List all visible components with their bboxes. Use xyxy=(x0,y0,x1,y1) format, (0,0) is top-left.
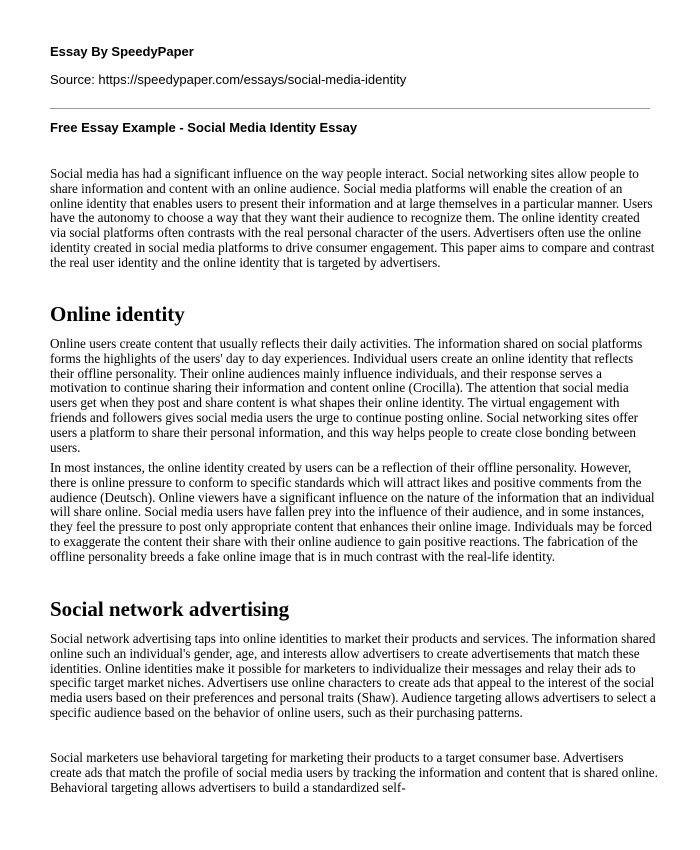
online-identity-paragraph-1: Online users create content that usually reflects their daily activities. The information shared on social platforms forms the highlights of the users' day to day experiences. Individual users create an online identity that reflects their offline personality. Their online audiences mainly influence individuals, and their response serves a motivation to continue sharing their information and content online (Crocilla). The attention that social media users get when they post and share content is what shapes their online identity. The virtual engagement with friends and followers gives social media users the urge to continue posting online. Social networking sites offer users a platform to share their personal information, and this way helps people to create close bonding between users. xyxy=(50,336,643,455)
document-header-title: Essay By SpeedyPaper xyxy=(50,44,194,59)
header-divider xyxy=(50,108,650,109)
source-line: Source: https://speedypaper.com/essays/social-media-identity xyxy=(50,72,407,87)
essay-title: Free Essay Example - Social Media Identity Essay xyxy=(50,120,358,135)
section-heading-online-identity: Online identity xyxy=(50,302,185,326)
intro-paragraph: Social media has had a significant influence on the way people interact. Social networking sites allow people to share information and content with an online audience. Social media platforms will enable the creation of an online identity that enables users to present their information and at large themselves in a particular manner. Users have the autonomy to choose a way that they want their audience to recognize them. The online identity created via social platforms often contrasts with the real personal character of the users. Advertisers often use the online identity created in social media platforms to drive consumer engagement. This paper aims to compare and contrast the real user identity and the online identity that is targeted by advertisers. xyxy=(50,166,655,270)
advertising-paragraph-1: Social network advertising taps into online identities to market their products and services. The information shared online such an individual's gender, age, and interests allow advertisers to create advertisements that match these identities. Online identities make it possible for marketers to individualize their messages and relay their ads to specific target market niches. Advertisers use online characters to create ads that appeal to the interest of the social media users based on their preferences and personal traits (Shaw). Audience targeting allows advertisers to select a specific audience based on the behavior of online users, such as their purchasing patterns. xyxy=(50,631,656,720)
advertising-paragraph-2: Social marketers use behavioral targeting for marketing their products to a target consumer base. Advertisers create ads that match the profile of social media users by tracking the information and content that is shared online. Behavioral targeting allows advertisers to build a standardized self- xyxy=(50,750,658,795)
section-heading-social-network-advertising: Social network advertising xyxy=(50,597,290,621)
online-identity-paragraph-2: In most instances, the online identity created by users can be a reflection of their offline personality. However, there is online pressure to conform to specific standards which will attract likes and positive comments from the audience (Deutsch). Online viewers have a significant influence on the nature of the information that an individual will share online. Social media users have fallen prey into the influence of their audience, and in some instances, they feel the pressure to post only appropriate content that enhances their online image. Individuals may be forced to exaggerate the content their share with their online audience to gain positive reactions. The fabrication of the offline personality breeds a fake online image that is in much contrast with the real-life identity. xyxy=(50,460,655,564)
